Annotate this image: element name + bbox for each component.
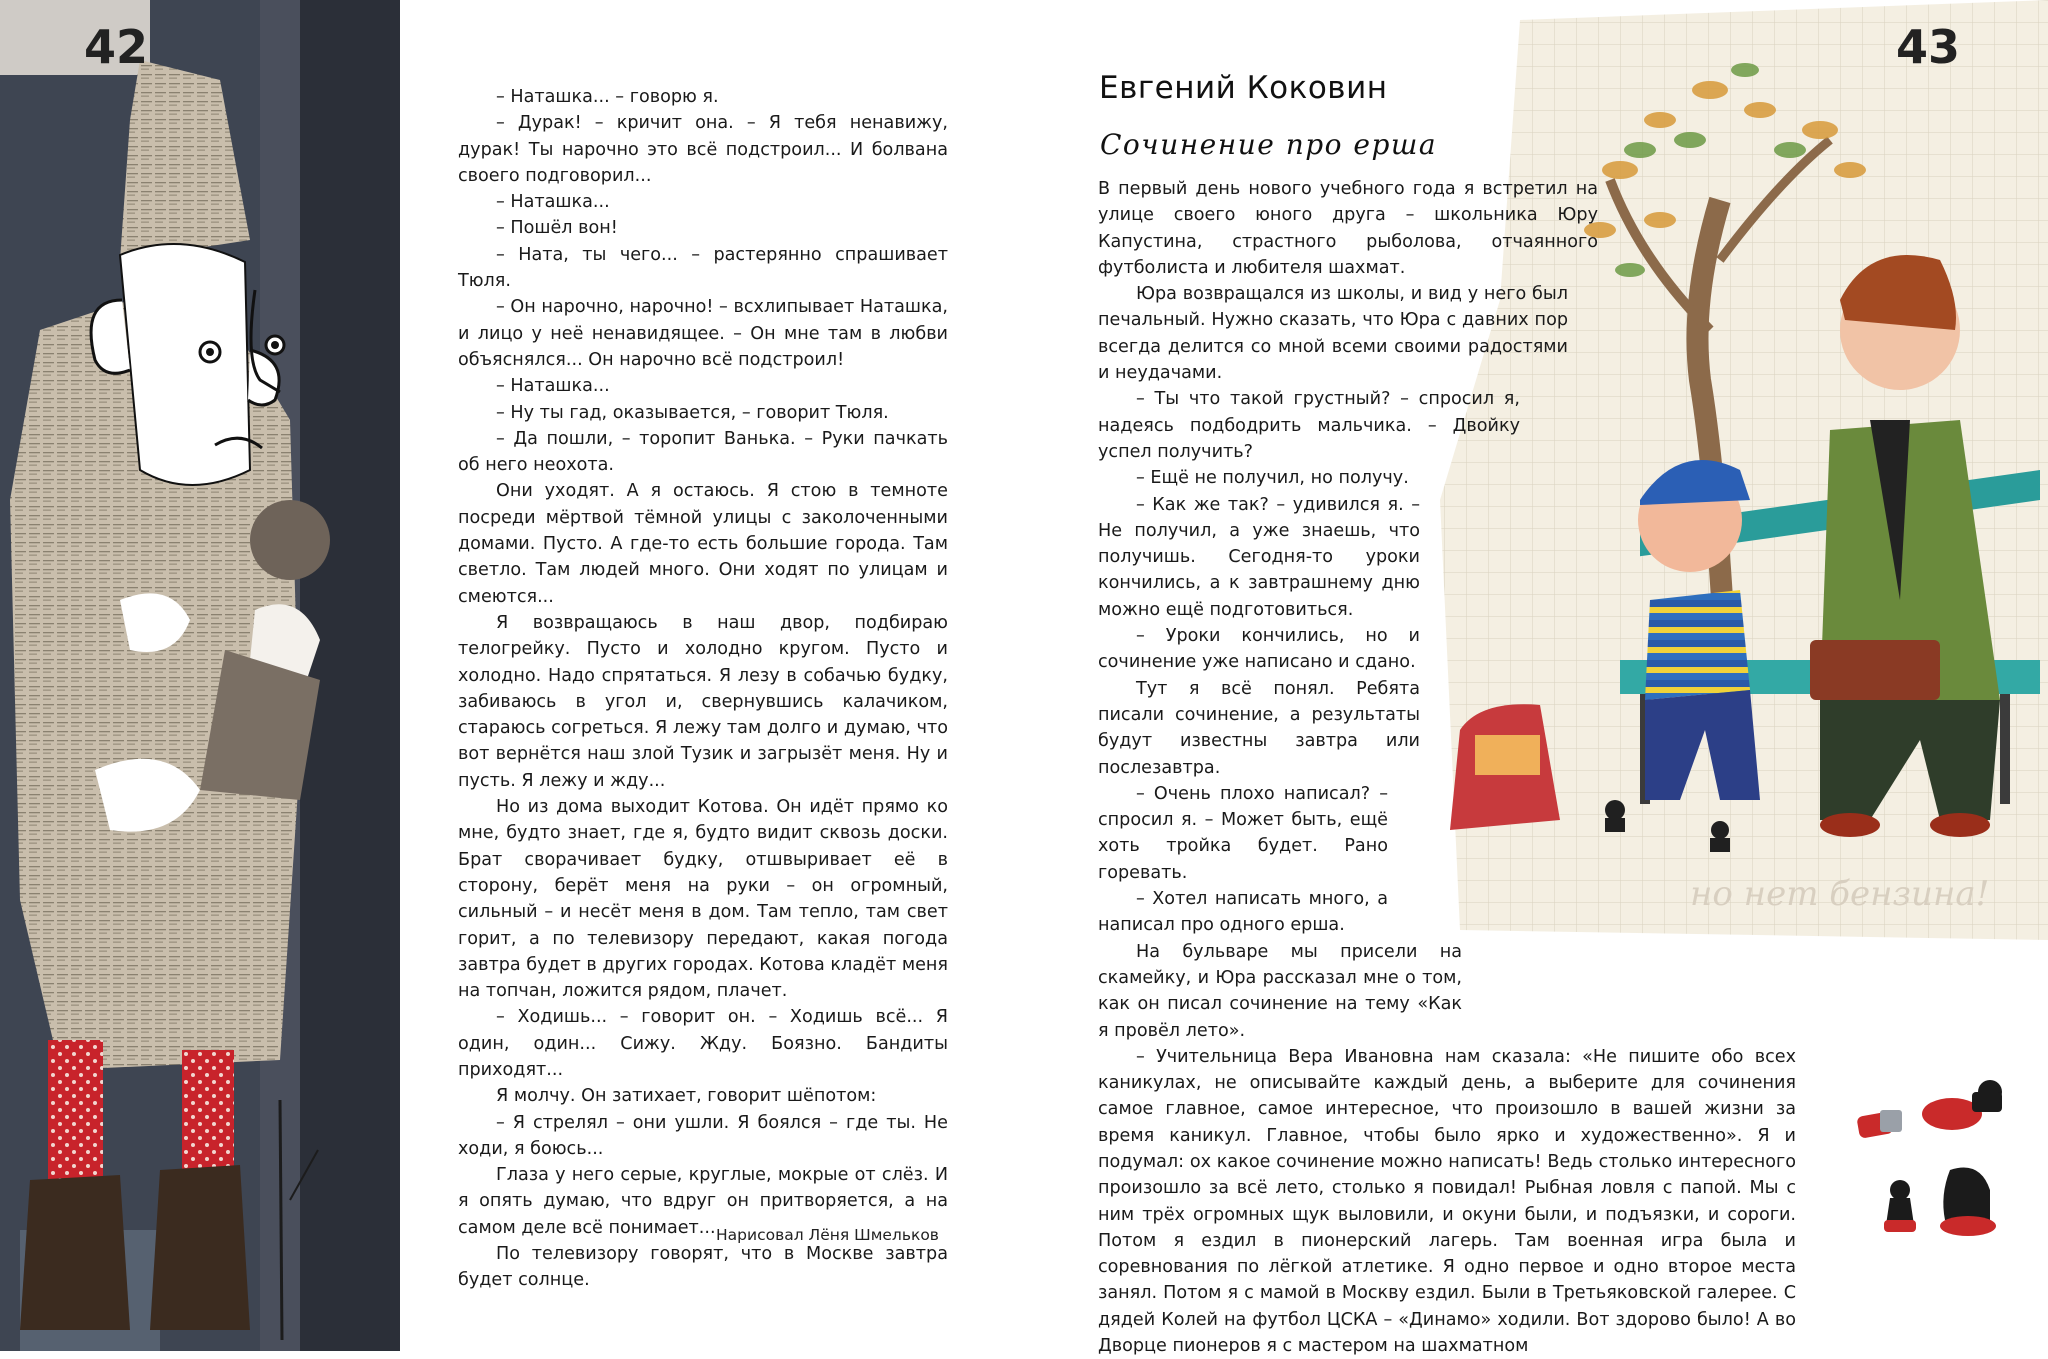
paragraph: – Да пошли, – торопит Ванька. – Руки пачкать об него неохота. [458,428,948,476]
paragraph: – Ходишь... – говорит он. – Ходишь всё... Я один, один... Сижу. Жду. Боязно. Бандиты приходят... [458,1007,948,1080]
paragraph: Они уходят. А я остаюсь. Я стою в темноте посреди мёртвой тёмной улицы с заколоченными домами. Пусто. А где-то есть большие города. Там светло. Там людей много. Они ходят по улицам и смеются... [458,481,948,607]
paragraph: – Учительница Вера Ивановна нам сказала: «Не пишите обо всех каникулах, не описывайте каждый день, а выберите для сочинения самое главное, самое интересное, что произошло в вашей жизни за время каникул. Главное, чтобы было ярко и художественно». Я и подумал: ох какое сочинение можно написать! Ведь столько интересного произошло за всё лето, столько я повидал! Рыбная ловля с папой. Мы с ним трёх огромных щук выловили, и окуни были, и подъязки, и сороги. Потом я ездил в пионерский лагерь. Там военная игра была и соревнования по лёгкой атлетике. Я одно первое и одно второе места занял. Потом я с мамой в Москву ездил. Были в Третьяковской галерее. С дядей Колей на футбол ЦСКА – «Динамо» ходили. Вот здорово было! А во Дворце пионеров я с мастером на шахматном [1098,1046,1796,1357]
paragraph: Тут я всё понял. Ребята писали сочинение, а результаты будут известны завтра или послезавтра. [1098,678,1420,778]
paragraph: – Наташка... [496,376,610,397]
paragraph: – Ну ты гад, оказывается, – говорит Тюля. [496,402,889,423]
paragraph: На бульваре мы присели на скамейку, и Юра рассказал мне о том, как он писал сочинение на тему «Как я провёл лето». [1098,941,1462,1041]
story-title: Сочинение про ерша [1100,128,1438,161]
paragraph: – Как же так? – удивился я. – Не получил, а уже знаешь, что получишь. Сегодня-то уроки кончились, а к завтрашнему дню можно ещё подготовиться. [1098,494,1420,620]
paragraph: Я возвращаюсь в наш двор, подбираю телогрейку. Пусто и холодно кругом. Пусто и холодно. Надо спрятаться. Я лезу в собачью будку, забиваюсь в угол и, свернувшись калачиком, стараюсь согреться. Я лежу там долго и думаю, что вот вернётся наш злой Тузик и загрызёт меня. Ну и пусть. Я лежу и жду... [458,612,948,791]
chess-knight-icon [1940,1168,1996,1237]
author-name: Евгений Коковин [1099,70,1388,106]
paragraph: Глаза у него серые, круглые, мокрые от слёз. И я опять думаю, что вдруг он притворяется, а на самом деле всё понимает... [458,1165,948,1238]
paragraph: Юра возвращался из школы, и вид у него был печальный. Нужно сказать, что Юра с давних пор всегда делится со мной всеми своими радостями и неудачами. [1098,284,1568,384]
paragraph: По телевизору говорят, что в Москве завтра будет солнце. [458,1244,948,1291]
page-number-right: 43 [1896,20,1961,74]
paragraph: – Я стрелял – они ушли. Я боялся – где ты. Не ходи, я боюсь... [458,1112,948,1159]
paragraph: Я молчу. Он затихает, говорит шёпотом: [496,1086,877,1107]
paragraph: – Ты что такой грустный? – спросил я, надеясь подбодрить мальчика. – Двойку успел получить? [1098,389,1520,462]
paragraph: Но из дома выходит Котова. Он идёт прямо ко мне, будто знает, где я, будто видит сквозь доски. Брат сворачивает будку, отшвыривает её в сторону, берёт меня на руки – он огромный, сильный – и несёт меня в дом. Там тепло, там свет горит, а по телевизору передают, какая погода завтра будет в других городах. Котова кладёт меня на топчан, ложится рядом, плачет. [458,797,948,1002]
paragraph: В первый день нового учебного года я встретил на улице своего юного друга – школьника Юру Капустина, страстного рыболова, отчаянного футболиста и любителя шахмат. [1098,179,1598,278]
paragraph: – Пошёл вон! [496,218,618,239]
paragraph: – Ната, ты чего... – растерянно спрашивает Тюля. [458,244,948,292]
paragraph: – Он нарочно, нарочно! – всхлипывает Наташка, и лицо у неё ненавидящее. – Он мне там в любви объяснялся... Он нарочно всё подстроил! [458,297,948,370]
paragraph: – Дурак! – кричит она. – Я тебя ненавижу, дурак! Ты нарочно это всё подстроил... И болвана своего подговорил... [458,113,948,186]
illustration-caption: но нет бензина! [1690,874,1990,914]
left-illustration [0,0,400,1351]
right-page-text [1098,176,1796,1359]
paragraph: – Наташка... – говорю я. [496,87,719,107]
paragraph: – Уроки кончились, но и сочинение уже написано и сдано. [1098,626,1420,673]
paragraph: – Наташка... [496,192,610,213]
paragraph: – Хотел написать много, а написал про одного ерша. [1098,889,1388,936]
chess-pawn-icon [1884,1180,1916,1232]
paragraph: – Очень плохо написал? – спросил я. – Может быть, ещё хоть тройка будет. Рано горевать. [1098,783,1388,883]
illustrator-credit: Нарисовал Лёня Шмельков [716,1226,939,1244]
chess-pawn-icon [1856,1110,1902,1139]
chess-knight-icon [1922,1080,2002,1130]
paragraph: – Ещё не получил, но получу. [1136,468,1409,489]
left-page-text [458,84,948,1294]
chess-pieces-image [1840,1070,2040,1250]
page-number-left: 42 [84,20,149,74]
